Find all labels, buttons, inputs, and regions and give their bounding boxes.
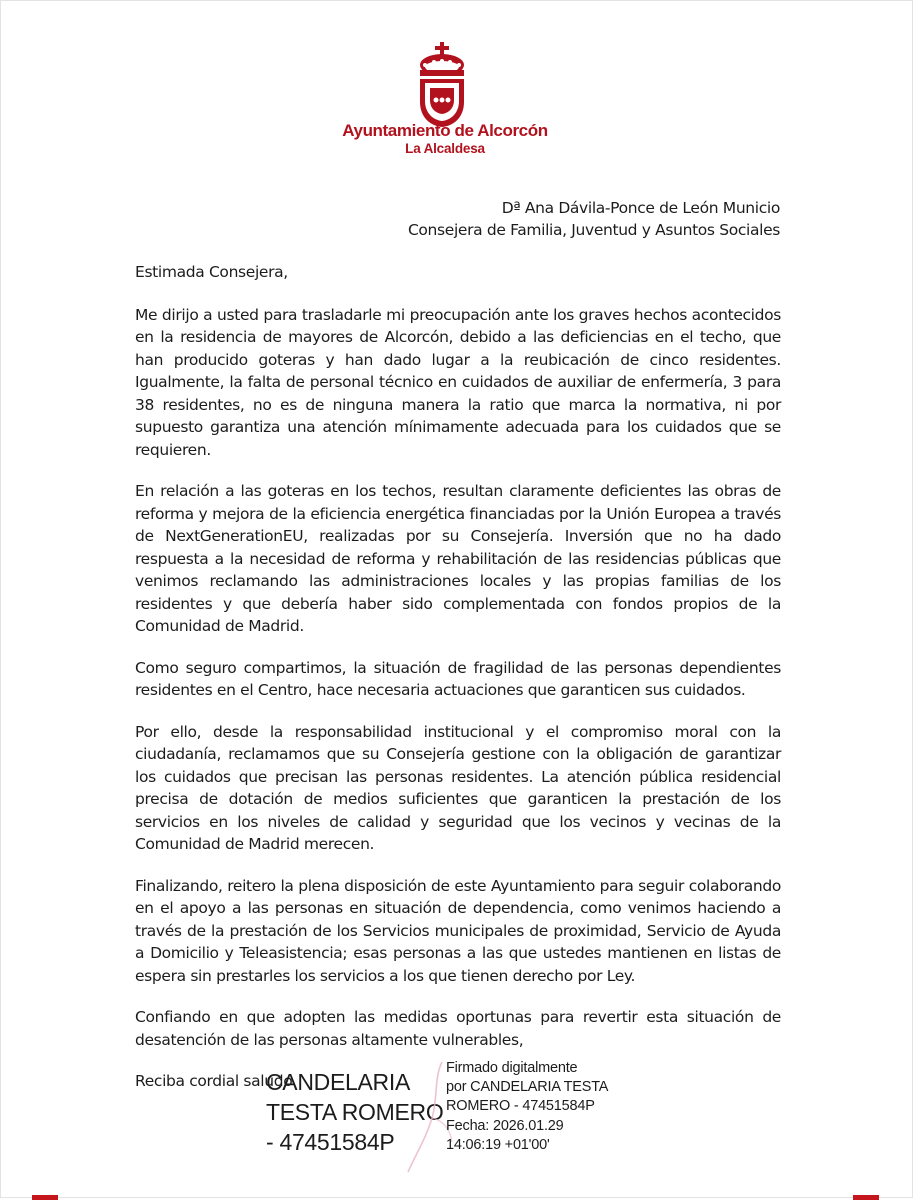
footer-accent-right: [853, 1195, 879, 1200]
paragraph: Me dirijo a usted para trasladarle mi preocupación ante los graves hechos acontecidos en la residencia de mayores de Alcorcón, debido a las deficiencias en el techo, que han producido goteras y han dado lugar a la reubicación de cinco residentes. Igualmente, la falta de personal técnico en cuidados de auxiliar de enfermería, 3 para 38 residentes, no es de ninguna manera la ratio que marca la normativa, ni por supuesto garantiza una atención mínimamente adecuada para los cuidados que se requieren.: [135, 305, 781, 459]
signer-name-line: TESTA ROMERO: [266, 1099, 444, 1125]
office-title: La Alcaldesa: [405, 141, 485, 156]
paragraph: Por ello, desde la responsabilidad institucional y el compromiso moral con la ciudadanía, reclamamos que su Consejería gestione con la obligación de garantizar los cuidados que precisan las personas residentes. La atención pública residencial precisa de dotación de medios suficientes que garanticen la prestación de los servicios en los niveles de calidad y seguridad que los vecinos y vecinas de la Comunidad de Madrid merecen.: [135, 722, 781, 853]
paragraph: En relación a las goteras en los techos, resultan claramente deficientes las obras de reforma y mejora de la eficiencia energética financiadas por la Unión Europea a través de NextGenerationEU, realizadas por su Consejería. Inversión que no ha dado respuesta a la necesidad de reforma y rehabilitación de las residencias públicas que venimos reclamando las administraciones locales y las propias familias de los residentes y que debería haber sido complementada con fondos propios de la Comunidad de Madrid.: [135, 482, 781, 635]
signature-detail-line: Fecha: 2026.01.29: [446, 1117, 564, 1134]
signature-detail-line: Firmado digitalmente: [446, 1060, 578, 1076]
paragraph: Finalizando, reitero la plena disposición de este Ayuntamiento para seguir colaborando en el apoyo a las personas en situación de dependencia, como venimos haciendo a través de la prestación de los Servicios municipales de proximidad, Servicio de Ayuda a Domicilio y Teleasistencia; esas personas a las que ustedes mantienen en listas de espera sin prestarles los servicios a los que tienen derecho por Ley.: [135, 876, 781, 985]
signature-detail-line: por CANDELARIA TESTA: [446, 1079, 609, 1096]
letter-body: [135, 261, 781, 1112]
greeting: Estimada Consejera,: [135, 263, 288, 281]
organization-name: Ayuntamiento de Alcorcón: [342, 121, 548, 140]
recipient-block: [408, 197, 780, 241]
paragraph: Confiando en que adopten las medidas oportunas para revertir esta situación de desatención de las personas altamente vulnerables,: [135, 1008, 781, 1049]
closing: Reciba cordial saludo: [135, 1072, 293, 1090]
signer-name-line: - 47451584P: [266, 1129, 395, 1155]
signature-detail-line: 14:06:19 +01'00': [446, 1136, 550, 1153]
recipient-name: Dª Ana Dávila-Ponce de León Municio: [501, 199, 780, 217]
footer-accent-left: [32, 1195, 58, 1200]
signer-name-line: CANDELARIA: [266, 1069, 410, 1095]
digital-signature-details: [446, 1059, 608, 1155]
paragraph: Como seguro compartimos, la situación de fragilidad de las personas dependientes residentes en el Centro, hace necesaria actuaciones que garanticen sus cuidados.: [135, 658, 781, 699]
recipient-position: Consejera de Familia, Juventud y Asuntos Sociales: [407, 221, 780, 239]
coat-of-arms-logo: [412, 42, 472, 128]
signature-detail-line: ROMERO - 47451584P: [446, 1098, 595, 1115]
